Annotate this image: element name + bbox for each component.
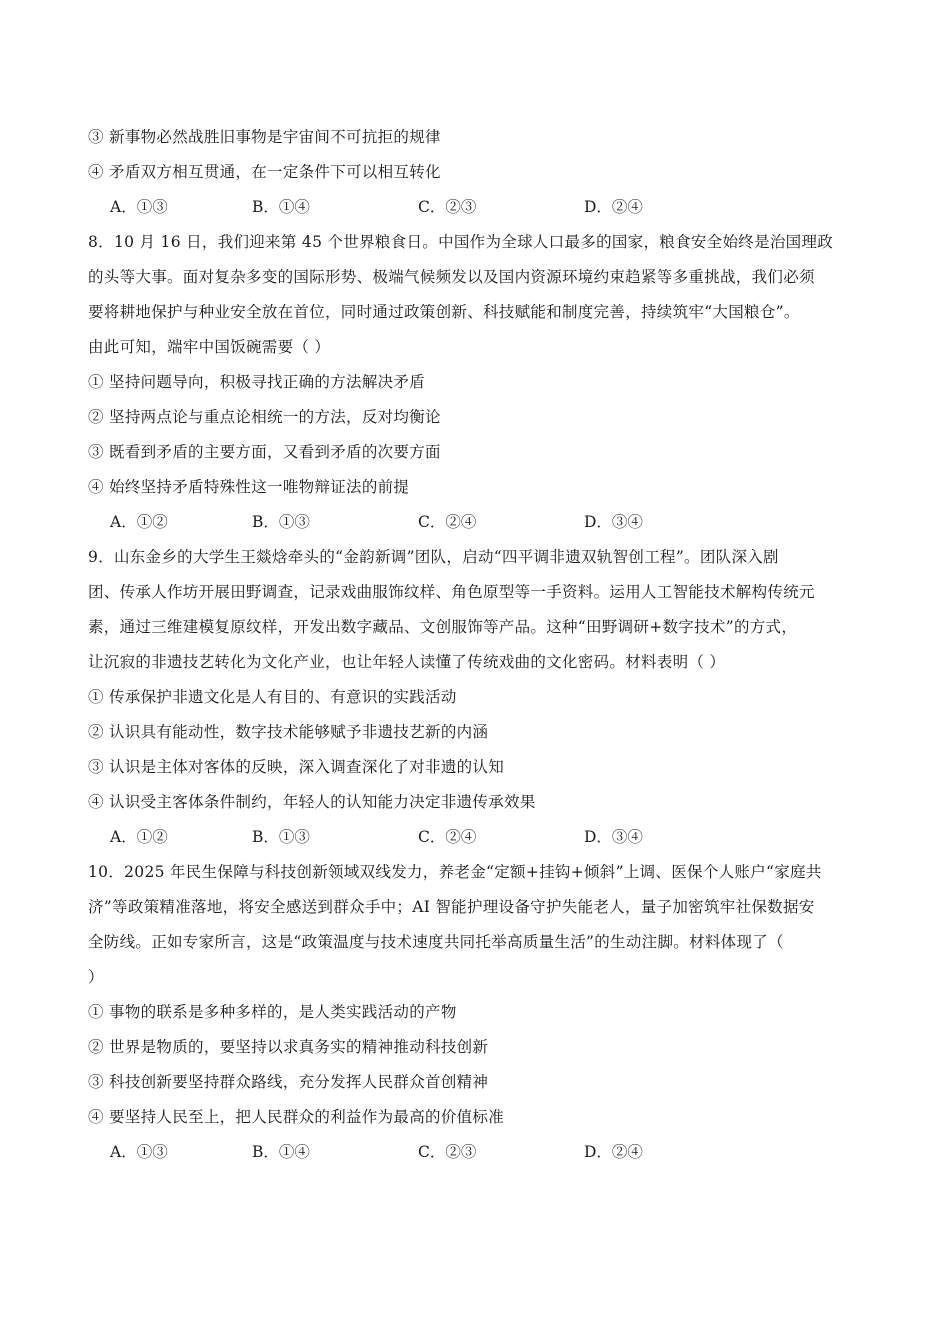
question-10 bbox=[88, 855, 868, 1170]
stem-line: 10．2025 年民生保障与科技创新领域双线发力，养老金“定额+挂钩+倾斜”上调、医保个人账户“家庭共 bbox=[88, 863, 822, 881]
option-line: ④ 矛盾双方相互贯通，在一定条件下可以相互转化 bbox=[88, 163, 441, 181]
choice-b: B．①③ bbox=[252, 828, 310, 846]
stem-line: 的头等大事。面对复杂多变的国际形势、极端气候频发以及国内资源环境约束趋紧等多重挑战，我们必须 bbox=[88, 268, 815, 286]
option-line: ① 事物的联系是多种多样的，是人类实践活动的产物 bbox=[88, 1003, 457, 1021]
choice-d: D．②④ bbox=[584, 1143, 643, 1161]
option-line: ④ 要坚持人民至上，把人民群众的利益作为最高的价值标准 bbox=[88, 1108, 505, 1126]
option-line: ③ 认识是主体对客体的反映，深入调查深化了对非遗的认知 bbox=[88, 758, 505, 776]
choice-c: C．②④ bbox=[418, 513, 477, 531]
stem-line: 要将耕地保护与种业安全放在首位，同时通过政策创新、科技赋能和制度完善，持续筑牢“大国粮仓”。 bbox=[88, 303, 800, 321]
option-line: ② 坚持两点论与重点论相统一的方法，反对均衡论 bbox=[88, 408, 441, 426]
question-stem bbox=[88, 225, 868, 365]
choice-b: B．①④ bbox=[252, 198, 310, 216]
option-line: ③ 新事物必然战胜旧事物是宇宙间不可抗拒的规律 bbox=[88, 128, 441, 146]
answer-choices bbox=[88, 190, 868, 225]
stem-line: 全防线。正如专家所言，这是“政策温度与技术速度共同托举高质量生活”的生动注脚。材料体现了（ bbox=[88, 933, 784, 951]
option-line: ④ 始终坚持矛盾特殊性这一唯物辩证法的前提 bbox=[88, 478, 410, 496]
choice-b: B．①④ bbox=[252, 1143, 310, 1161]
stem-line: 9．山东金乡的大学生王燚焓牵头的“金韵新调”团队，启动“四平调非遗双轨智创工程”。团队深入剧 bbox=[88, 548, 779, 566]
choice-c: C．②④ bbox=[418, 828, 477, 846]
prev-question bbox=[88, 120, 868, 225]
question-stem bbox=[88, 540, 868, 680]
question-9 bbox=[88, 540, 868, 855]
choice-a: A．①③ bbox=[110, 198, 168, 216]
question-8 bbox=[88, 225, 868, 540]
choice-d: D．②④ bbox=[584, 198, 643, 216]
answer-choices bbox=[88, 820, 868, 855]
choice-d: D．③④ bbox=[584, 513, 643, 531]
option-line: ① 坚持问题导向，积极寻找正确的方法解决矛盾 bbox=[88, 373, 426, 391]
choice-c: C．②③ bbox=[418, 1143, 477, 1161]
option-line: ① 传承保护非遗文化是人有目的、有意识的实践活动 bbox=[88, 688, 457, 706]
choice-b: B．①③ bbox=[252, 513, 310, 531]
option-line: ④ 认识受主客体条件制约，年轻人的认知能力决定非遗传承效果 bbox=[88, 793, 536, 811]
option-line: ② 世界是物质的，要坚持以求真务实的精神推动科技创新 bbox=[88, 1038, 489, 1056]
stem-line: 素，通过三维建模复原纹样，开发出数字藏品、文创服饰等产品。这种“田野调研+数字技术”的方式， bbox=[88, 618, 798, 636]
stem-line: 团、传承人作坊开展田野调查，记录戏曲服饰纹样、角色原型等一手资料。运用人工智能技术解构传统元 bbox=[88, 583, 815, 601]
stem-line: 让沉寂的非遗技艺转化为文化产业，也让年轻人读懂了传统戏曲的文化密码。材料表明（ ） bbox=[88, 653, 726, 671]
answer-choices bbox=[88, 505, 868, 540]
option-line: ③ 既看到矛盾的主要方面，又看到矛盾的次要方面 bbox=[88, 443, 441, 461]
choice-d: D．③④ bbox=[584, 828, 643, 846]
stem-line: ） bbox=[88, 968, 104, 986]
option-line: ② 认识具有能动性，数字技术能够赋予非遗技艺新的内涵 bbox=[88, 723, 489, 741]
choice-a: A．①② bbox=[110, 828, 168, 846]
stem-line: 济”等政策精准落地，将安全感送到群众手中；AI 智能护理设备守护失能老人，量子加密筑牢社保数据安 bbox=[88, 898, 815, 916]
question-stem bbox=[88, 855, 868, 995]
option-line: ③ 科技创新要坚持群众路线，充分发挥人民群众首创精神 bbox=[88, 1073, 489, 1091]
answer-choices bbox=[88, 1135, 868, 1170]
choice-a: A．①② bbox=[110, 513, 168, 531]
exam-page bbox=[88, 120, 868, 1170]
choice-c: C．②③ bbox=[418, 198, 477, 216]
stem-line: 由此可知，端牢中国饭碗需要（ ） bbox=[88, 338, 331, 356]
choice-a: A．①③ bbox=[110, 1143, 168, 1161]
stem-line: 8．10 月 16 日，我们迎来第 45 个世界粮食日。中国作为全球人口最多的国家，粮食安全始终是治国理政 bbox=[88, 233, 834, 251]
